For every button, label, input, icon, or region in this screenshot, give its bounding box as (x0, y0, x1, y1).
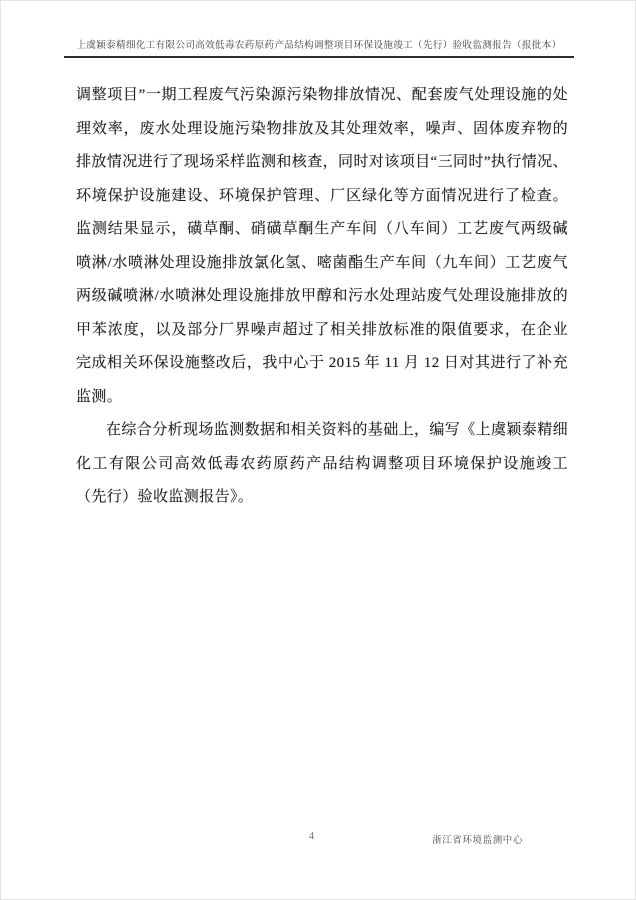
page-header (64, 37, 574, 58)
paragraph-continued: 调整项目”一期工程废气污染源污染物排放情况、配套废气处理设施的处理效率，废水处理设施污染物排放及其处理效率，噪声、固体废弃物的排放情况进行了现场采样监测和核查，同时对该项目“三同时”执行情况、环境保护设施建设、环境保护管理、厂区绿化等方面情况进行了检查。监测结果显示，磺草酮、硝磺草酮生产车间（八车间）工艺废气两级碱喷淋/水喷淋处理设施排放氯化氢、嘧菌酯生产车间（九车间）工艺废气两级碱喷淋/水喷淋处理设施排放甲醇和污水处理站废气处理设施排放的甲苯浓度，以及部分厂界噪声超过了相关排放标准的限值要求，在企业完成相关环保设施整改后，我中心于 2015 年 11 月 12 日对其进行了补充监测。 (76, 87, 568, 405)
paragraph-summary: 在综合分析现场监测数据和相关资料的基础上，编写《上虞颖泰精细化工有限公司高效低毒农药原药产品结构调整项目环境保护设施竣工（先行）验收监测报告》。 (76, 422, 569, 505)
header-title: 上虞颖泰精细化工有限公司高效低毒农药原药产品结构调整项目环保设施竣工（先行）验收监测报告（报批本） (76, 41, 562, 51)
page-footer (1, 827, 636, 851)
footer-organization: 浙江省环境监测中心 (432, 836, 523, 846)
document-body (76, 79, 568, 515)
page-number: 4 (309, 831, 314, 842)
